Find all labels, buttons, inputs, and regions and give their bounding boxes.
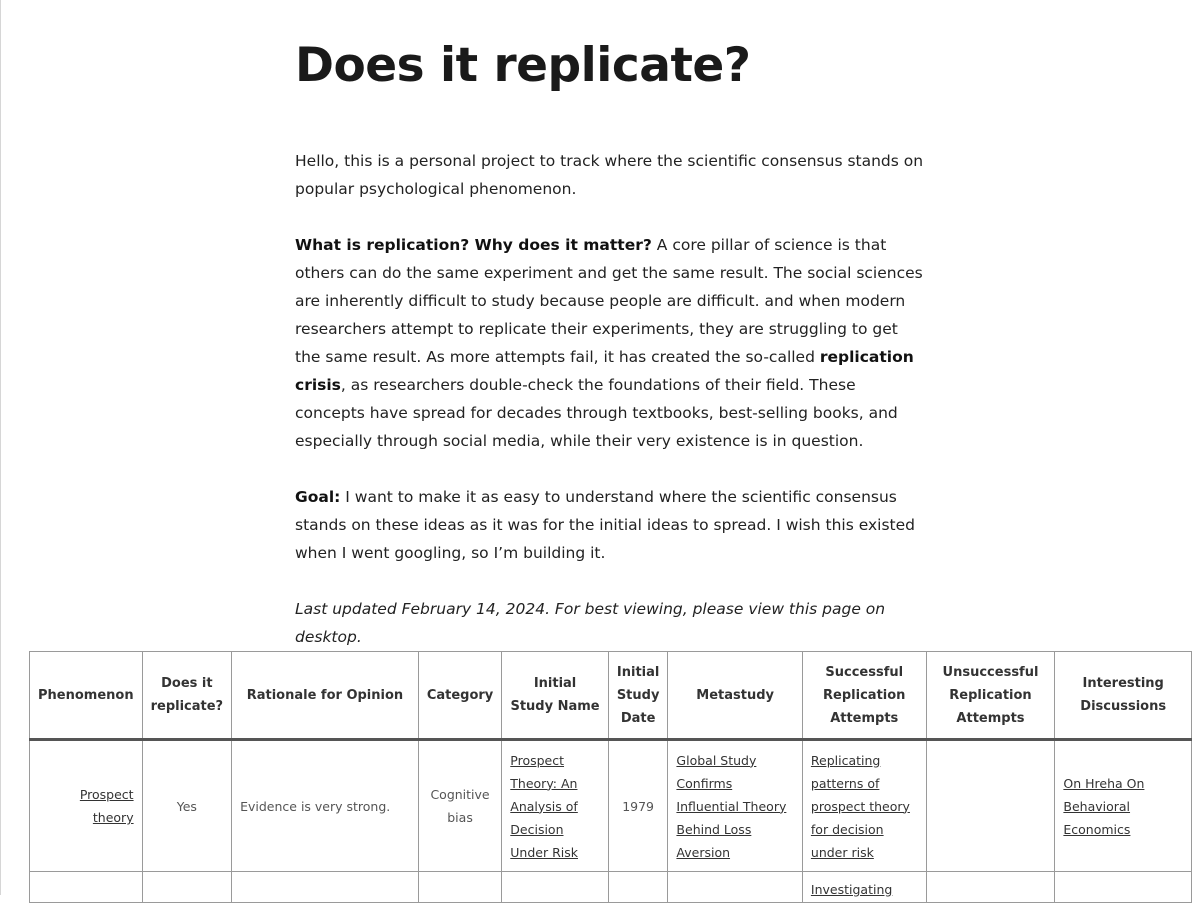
cell-date: 1979 (608, 740, 668, 872)
header-unsuccessful-replications[interactable]: Unsuccessful Replication Attempts (926, 652, 1055, 740)
cell-successful (802, 872, 926, 903)
table-header-row (30, 652, 1192, 740)
cell-metastudy (668, 740, 802, 872)
phenomenon-link[interactable]: Prospect theory (79, 787, 134, 825)
last-updated-note: Last updated February 14, 2024. For best viewing, please view this page on desktop. (295, 600, 886, 646)
metastudy-link[interactable]: Global Study Confirms Influential Theory Behind Loss Aversion (676, 752, 787, 860)
cell-rationale: Evidence is very strong. (232, 740, 419, 872)
table-row (30, 872, 1192, 903)
cell-phenomenon (30, 740, 143, 872)
intro-paragraph: Hello, this is a personal project to track where the scientific consensus stands on popular psychological phenomenon. (295, 152, 924, 198)
header-metastudy[interactable]: Metastudy (668, 652, 802, 740)
header-successful-replications[interactable]: Successful Replication Attempts (802, 652, 926, 740)
header-phenomenon[interactable]: Phenomenon (30, 652, 143, 740)
replication-heading: What is replication? Why does it matter? (295, 236, 652, 254)
header-category[interactable]: Category (418, 652, 501, 740)
page-left-border (0, 0, 1, 895)
discussion-link[interactable]: On Hreha On Behavioral Economics (1063, 775, 1145, 837)
replication-table (29, 651, 1192, 903)
header-initial-study-date[interactable]: Initial Study Date (608, 652, 668, 740)
table-row (30, 740, 1192, 872)
cell-initial-study (502, 740, 609, 872)
header-rationale[interactable]: Rationale for Opinion (232, 652, 419, 740)
successful-replication-link[interactable]: Replicating patterns of prospect theory for decision under risk (810, 752, 910, 860)
page-title: Does it replicate? (295, 38, 751, 93)
cell-replicates: Yes (142, 740, 232, 872)
initial-study-link[interactable]: Prospect Theory: An Analysis of Decision Under Risk (510, 752, 578, 860)
header-does-it-replicate[interactable]: Does it replicate? (142, 652, 232, 740)
goal-paragraph (295, 483, 925, 567)
replication-crisis-term: replication crisis (295, 348, 914, 394)
header-interesting-discussions[interactable]: Interesting Discussions (1055, 652, 1192, 740)
goal-text: I want to make it as easy to understand where the scientific consensus stands on these ideas as it was for the initial ideas to spread. I wish this existed when I went googling, so I’m building it. (295, 488, 915, 562)
replication-text-a: A core pillar of science is that others can do the same experiment and get the same result. The social sciences are inherently difficult to study because people are difficult. and when modern researchers attempt to replicate their experiments, they are struggling to get the same result. As more attempts fail, it has created the so-called (295, 236, 923, 366)
goal-heading: Goal: (295, 488, 341, 506)
replication-paragraph (295, 231, 925, 455)
header-initial-study-name[interactable]: Initial Study Name (502, 652, 609, 740)
successful-replication-link[interactable]: Investigating (810, 882, 893, 897)
cell-category: Cognitive bias (418, 740, 501, 872)
cell-successful (802, 740, 926, 872)
cell-discussions (1055, 740, 1192, 872)
replication-text-b: , as researchers double-check the foundations of their field. These concepts have spread for decades through textbooks, best-selling books, and especially through social media, while their very existence is in question. (295, 376, 898, 450)
cell-unsuccessful (926, 740, 1055, 872)
